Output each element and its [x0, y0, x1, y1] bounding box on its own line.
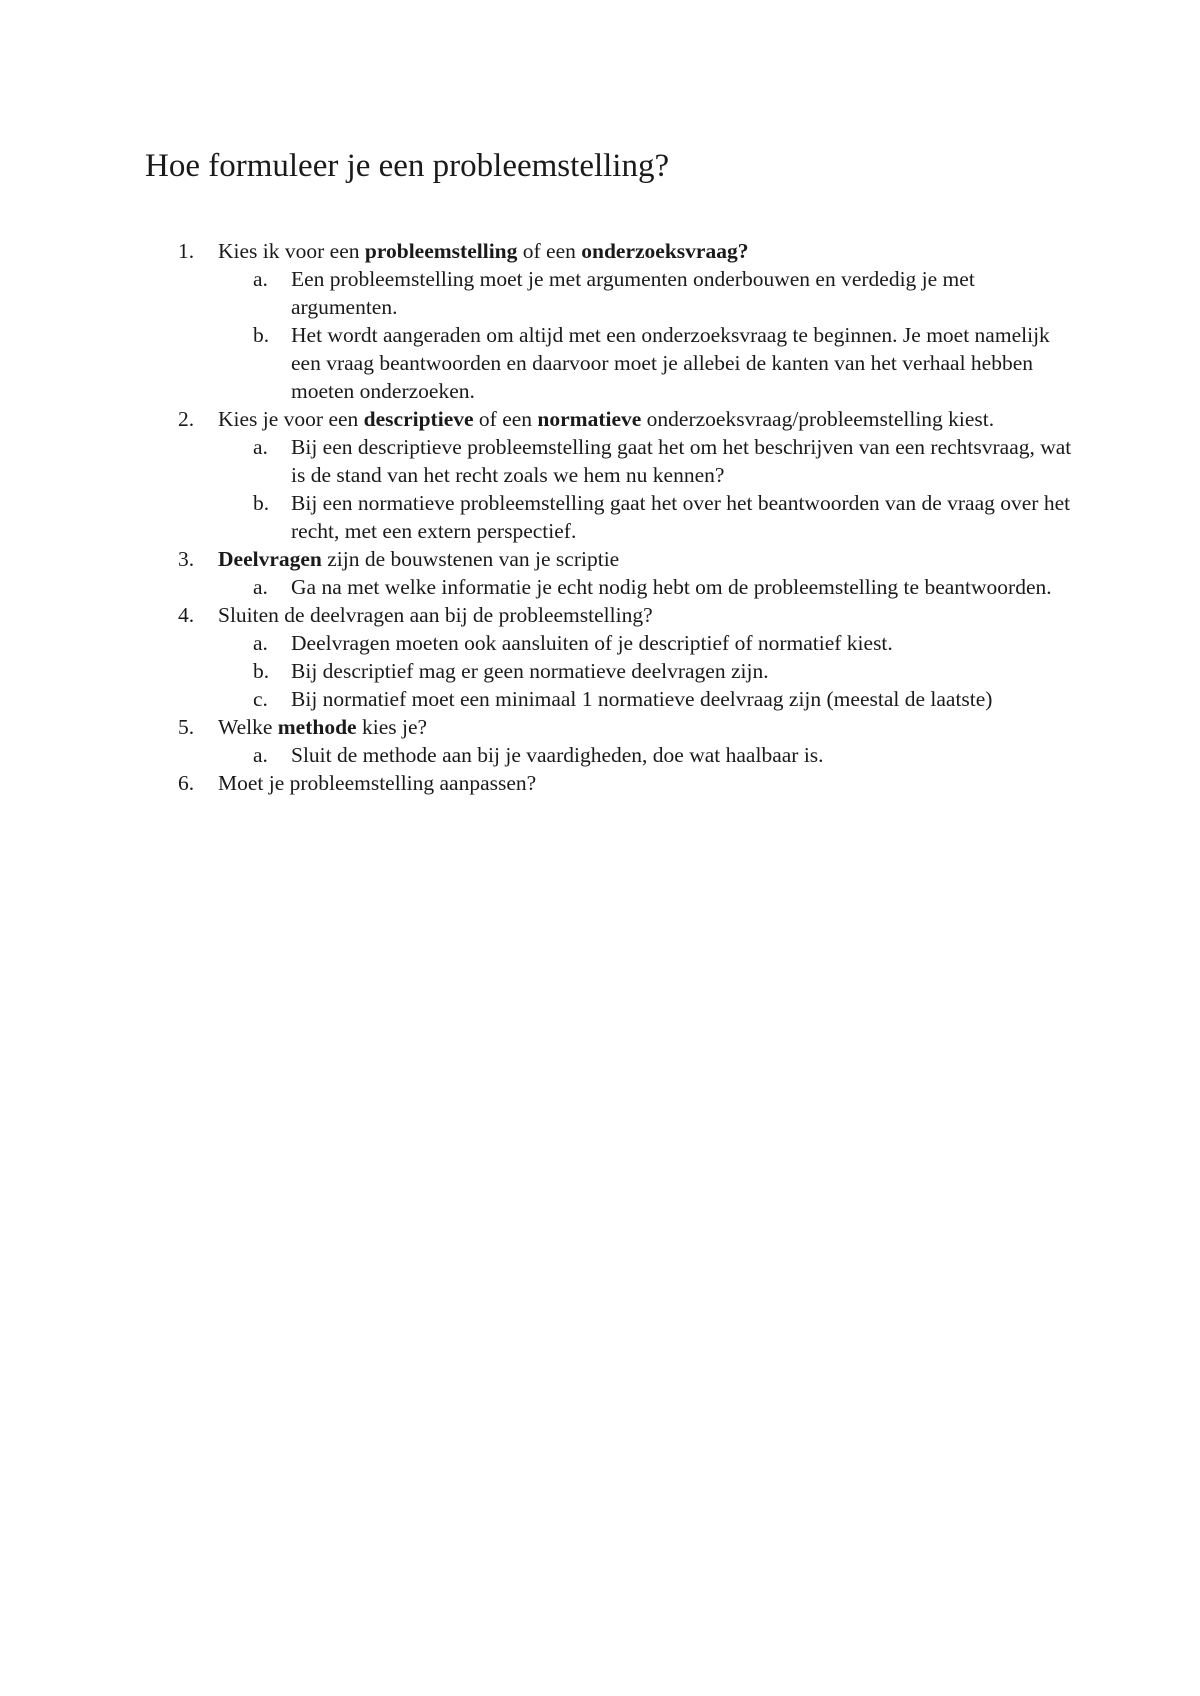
list-item-number: 6. — [178, 771, 195, 795]
main-list — [145, 237, 1075, 797]
sub-item-text: Bij een normatieve probleemstelling gaat het over het beantwoorden van de vraag over het recht, met een extern perspectief. — [291, 491, 1071, 543]
bold-term: probleemstelling — [364, 239, 518, 263]
list-item-number: 2. — [178, 407, 195, 431]
sub-item-letter: a. — [253, 267, 268, 291]
sub-item-letter: a. — [253, 575, 268, 599]
sub-list — [218, 741, 1075, 769]
sub-item — [218, 657, 1075, 685]
sub-item — [218, 489, 1075, 545]
sub-item-text: Een probleemstelling moet je met argumenten onderbouwen en verdedig je met argumenten. — [291, 267, 975, 319]
sub-list — [218, 629, 1075, 713]
sub-item — [218, 629, 1075, 657]
list-item-6 — [145, 769, 1075, 797]
document-title: Hoe formuleer je een probleemstelling? — [145, 148, 670, 184]
sub-item — [218, 433, 1075, 489]
list-item-3 — [145, 545, 1075, 601]
sub-item-letter: a. — [253, 631, 268, 655]
sub-item-text: Deelvragen moeten ook aansluiten of je descriptief of normatief kiest. — [291, 631, 893, 655]
sub-item-letter: a. — [253, 435, 268, 459]
sub-item-text: Bij descriptief mag er geen normatieve deelvragen zijn. — [291, 659, 769, 683]
list-item-text: Kies je voor een descriptieve of een normatieve onderzoeksvraag/probleemstelling kiest. — [218, 407, 995, 431]
list-item-number: 4. — [178, 603, 195, 627]
list-item-text: Welke methode kies je? — [218, 715, 428, 739]
sub-item-text: Bij normatief moet een minimaal 1 normatieve deelvraag zijn (meestal de laatste) — [291, 687, 993, 711]
sub-item-letter: b. — [253, 491, 270, 515]
sub-item — [218, 321, 1075, 405]
sub-item-letter: b. — [253, 659, 270, 683]
sub-item-text: Ga na met welke informatie je echt nodig hebt om de probleemstelling te beantwoorden. — [291, 575, 1052, 599]
sub-item-text: Bij een descriptieve probleemstelling gaat het om het beschrijven van een rechtsvraag, wat is de stand van het recht zoals we hem nu kennen? — [291, 435, 1072, 487]
sub-item — [218, 573, 1075, 601]
sub-item — [218, 741, 1075, 769]
sub-item-letter: b. — [253, 323, 270, 347]
bold-term: normatieve — [537, 407, 642, 431]
list-item-number: 3. — [178, 547, 195, 571]
list-item-text: Moet je probleemstelling aanpassen? — [218, 771, 537, 795]
bold-term: methode — [277, 715, 357, 739]
sub-list — [218, 433, 1075, 545]
sub-item-letter: a. — [253, 743, 268, 767]
sub-item-letter: c. — [253, 687, 268, 711]
sub-item — [218, 265, 1075, 321]
bold-term: descriptieve — [363, 407, 474, 431]
sub-item-text: Het wordt aangeraden om altijd met een onderzoeksvraag te beginnen. Je moet namelijk een vraag beantwoorden en daarvoor moet je allebei de kanten van het verhaal hebben moeten onderzoeken. — [291, 323, 1050, 403]
list-item-text: Sluiten de deelvragen aan bij de probleemstelling? — [218, 603, 653, 627]
sub-list — [218, 573, 1075, 601]
bold-term: onderzoeksvraag? — [581, 239, 749, 263]
list-item-number: 5. — [178, 715, 195, 739]
list-item-5 — [145, 713, 1075, 769]
list-item-text: Kies ik voor een probleemstelling of een onderzoeksvraag? — [218, 239, 749, 263]
list-item-text: Deelvragen zijn de bouwstenen van je scriptie — [218, 547, 620, 571]
list-item-4 — [145, 601, 1075, 713]
list-item-1 — [145, 237, 1075, 405]
sub-item — [218, 685, 1075, 713]
sub-list — [218, 265, 1075, 405]
list-item-2 — [145, 405, 1075, 545]
bold-term: Deelvragen — [218, 547, 322, 571]
list-item-number: 1. — [178, 239, 195, 263]
sub-item-text: Sluit de methode aan bij je vaardigheden, doe wat haalbaar is. — [291, 743, 824, 767]
